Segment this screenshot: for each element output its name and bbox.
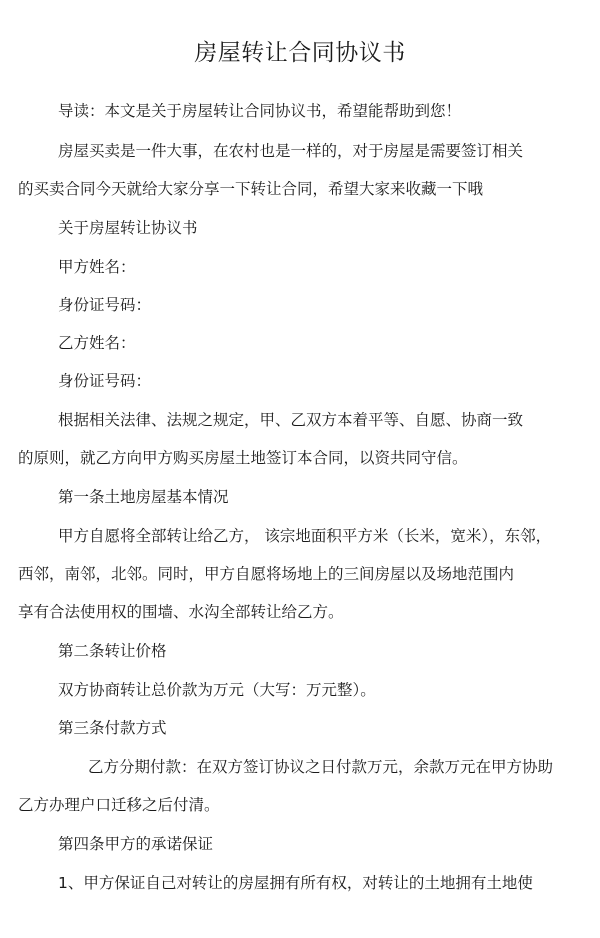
paragraph-line: 乙方办理户口迁移之后付清。 xyxy=(18,796,220,814)
paragraph-line: 西邻，南邻，北邻。同时，甲方自愿将场地上的三间房屋以及场地范围内 xyxy=(18,565,515,583)
paragraph-line: 1、甲方保证自己对转让的房屋拥有所有权，对转让的土地拥有土地使 xyxy=(58,874,533,892)
party-a-name-field: 甲方姓名： xyxy=(58,258,136,276)
party-a-id-field: 身份证号码： xyxy=(58,296,152,314)
paragraph-line: 双方协商转让总价款为万元（大写：万元整）。 xyxy=(58,681,376,699)
paragraph-line: 根据相关法律、法规之规定，甲、乙双方本着平等、自愿、协商一致 xyxy=(58,411,524,429)
document-title: 房屋转让合同协议书 xyxy=(194,40,406,66)
paragraph-line: 乙方分期付款：在双方签订协议之日付款万元，余款万元在甲方协助 xyxy=(88,758,554,776)
article-heading: 第一条土地房屋基本情况 xyxy=(58,488,229,506)
section-heading: 关于房屋转让协议书 xyxy=(58,219,198,237)
paragraph-line: 甲方自愿将全部转让给乙方， 该宗地面积平方米（长米，宽米），东邻， xyxy=(58,527,552,545)
article-heading: 第四条甲方的承诺保证 xyxy=(58,835,214,853)
party-b-id-field: 身份证号码： xyxy=(58,372,152,390)
party-b-name-field: 乙方姓名： xyxy=(58,334,136,352)
paragraph-line: 的买卖合同今天就给大家分享一下转让合同，希望大家来收藏一下哦 xyxy=(18,180,484,198)
paragraph-line: 的原则，就乙方向甲方购买房屋土地签订本合同，以资共同守信。 xyxy=(18,449,468,467)
article-heading: 第二条转让价格 xyxy=(58,642,167,660)
article-heading: 第三条付款方式 xyxy=(58,719,167,737)
intro-paragraph: 导读：本文是关于房屋转让合同协议书，希望能帮助到您！ xyxy=(58,102,462,120)
paragraph-line: 房屋买卖是一件大事，在农村也是一样的，对于房屋是需要签订相关 xyxy=(58,142,524,160)
paragraph-line: 享有合法使用权的围墙、水沟全部转让给乙方。 xyxy=(18,603,344,621)
